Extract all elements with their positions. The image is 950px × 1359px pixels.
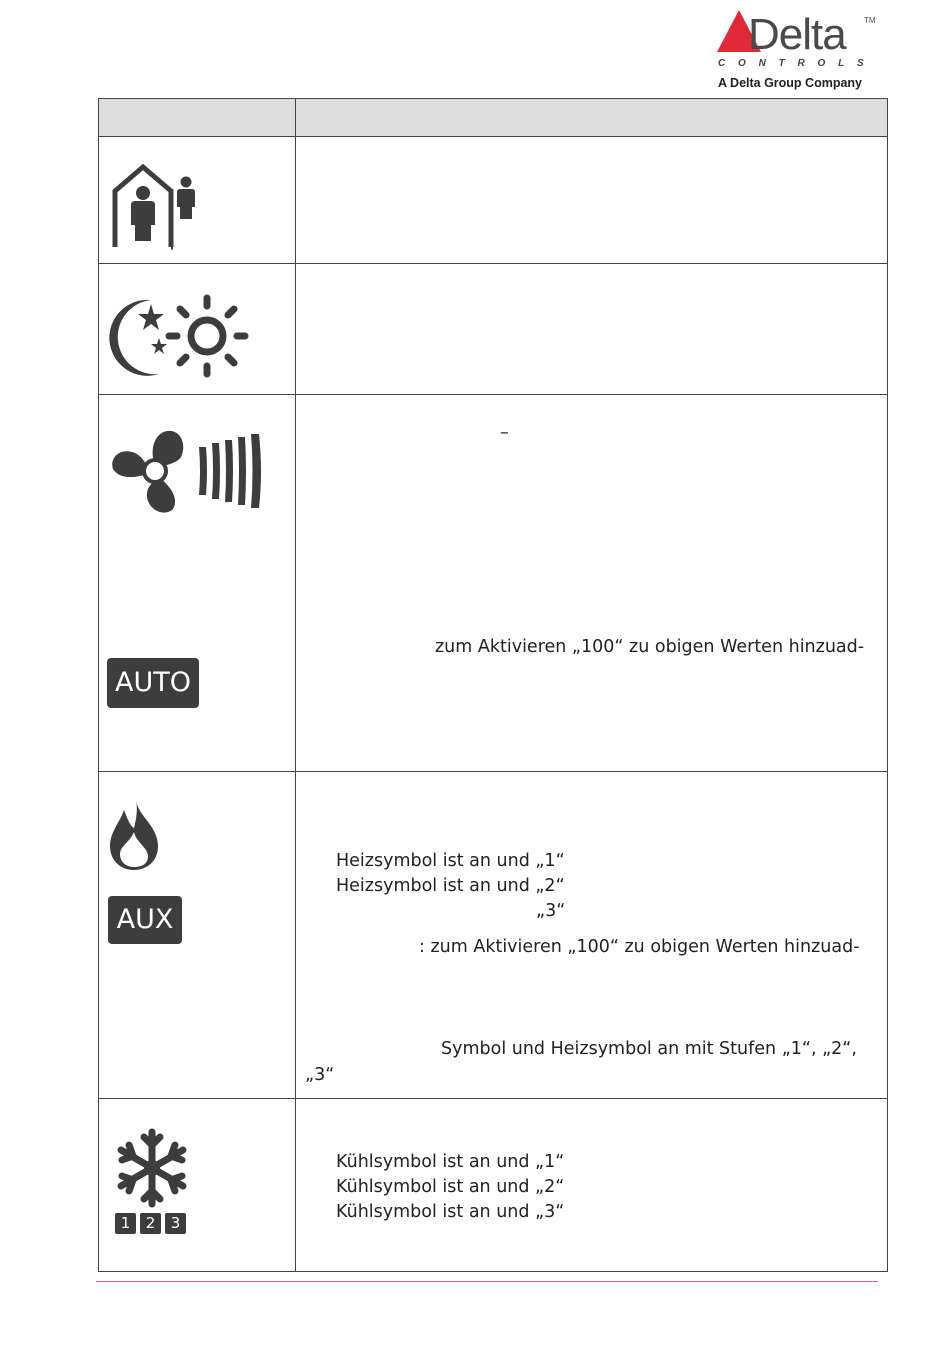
cool-line-2: Kühlsymbol ist an und „2“ xyxy=(336,1177,565,1197)
stage-1-badge: 1 xyxy=(115,1213,136,1234)
symbol-cell-heat xyxy=(99,772,296,1099)
heat-stage-line: Symbol und Heizsymbol an mit Stufen „1“, „2“, xyxy=(441,1039,857,1059)
logo-word: Delta xyxy=(748,10,846,59)
fan-auto-line: zum Aktivieren „100“ zu obigen Werten hinzuad- xyxy=(435,637,865,657)
occupancy-icon xyxy=(111,163,201,253)
heat-line-2: Heizsymbol ist an und „2“ xyxy=(336,876,565,896)
stage-3-badge: 3 xyxy=(165,1213,186,1234)
description-cell-day-night xyxy=(296,264,888,395)
table-row-day-night xyxy=(99,264,888,395)
table-header-row xyxy=(99,99,888,137)
header-symbol xyxy=(99,99,296,137)
symbol-cell-day-night xyxy=(99,264,296,395)
heat-line-1: Heizsymbol ist an und „1“ xyxy=(336,851,565,871)
description-cell-occupancy xyxy=(296,137,888,264)
heat-stage-line-end: „3“ xyxy=(305,1065,335,1085)
cool-line-3: Kühlsymbol ist an und „3“ xyxy=(336,1202,565,1222)
night-day-icon xyxy=(107,294,251,378)
heat-aux-line: : zum Aktivieren „100“ zu obigen Werten hinzuad- xyxy=(419,937,860,957)
symbol-cell-cool xyxy=(99,1099,296,1272)
table-row-fan xyxy=(99,395,888,772)
table-row-heat xyxy=(99,772,888,1099)
header-description xyxy=(296,99,888,137)
description-cell-cool xyxy=(296,1099,888,1272)
table-row-cool xyxy=(99,1099,888,1272)
symbol-cell-occupancy xyxy=(99,137,296,264)
auto-badge: AUTO xyxy=(107,658,199,708)
aux-badge: AUX xyxy=(108,896,182,944)
fan-speed-icon xyxy=(111,429,273,513)
logo-controls: CONTROLS xyxy=(718,58,877,69)
symbol-table xyxy=(98,98,888,1272)
logo-trademark: TM xyxy=(864,16,876,25)
table-row-occupancy xyxy=(99,137,888,264)
heat-line-3: „3“ xyxy=(536,901,566,921)
delta-controls-logo xyxy=(712,8,882,98)
fan-dash: – xyxy=(500,423,509,443)
flame-icon xyxy=(108,798,160,872)
footer-divider xyxy=(96,1281,878,1282)
description-cell-heat xyxy=(296,772,888,1099)
cool-line-1: Kühlsymbol ist an und „1“ xyxy=(336,1152,565,1172)
stage-2-badge: 2 xyxy=(140,1213,161,1234)
symbol-cell-fan xyxy=(99,395,296,772)
snowflake-icon xyxy=(111,1127,193,1209)
cooling-stages xyxy=(115,1213,187,1235)
description-cell-fan xyxy=(296,395,888,772)
logo-group-company: A Delta Group Company xyxy=(718,76,862,90)
